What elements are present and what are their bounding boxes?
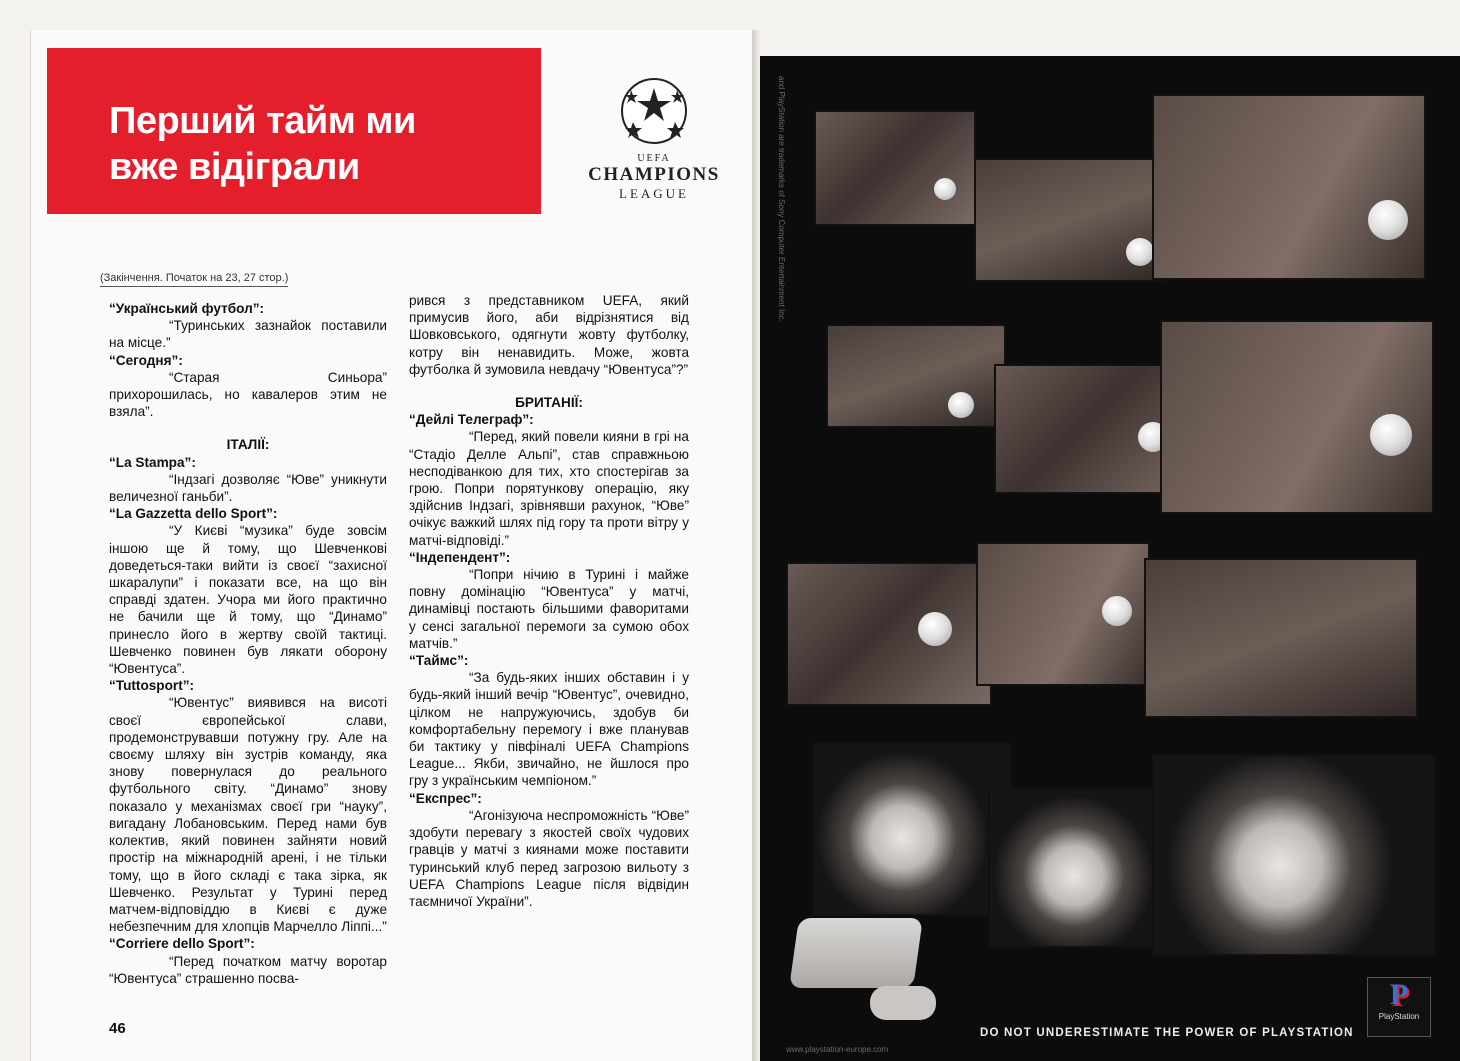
ad-photo-shot-2	[978, 544, 1148, 684]
article-column-1	[109, 300, 387, 987]
title-line-2: вже відіграли	[109, 146, 360, 188]
country-heading: ІТАЛІЇ:	[226, 437, 270, 453]
football-icon	[1368, 200, 1408, 240]
source-heading: “Tuttosport”:	[109, 678, 195, 694]
source-heading: “Український футбол”:	[109, 301, 265, 316]
ad-photo-dribble-1	[828, 326, 1004, 426]
football-icon	[948, 392, 974, 418]
page-gutter	[752, 30, 760, 1061]
quote-paragraph: “Ювентус” виявився на висоті своєї європейської слави, продемонструвавши потужну гру. Але на своєму шляху він зустрів команду, яка знову повернулася до реального футбольного світу. “Динамо” знову показало у механізмах своєї гри “науку”, вигадану Лобановським. Перед нами був колектив, який повинен зайняти новий простір на міжнародній арені, і не тільки тому, що в його складі є така зірка, як Шевченко. Результат у Турині перед матчем-відповіддю в Києві є дуже небезпечним для хлопців Марчелло Ліппі...”	[109, 695, 387, 935]
playstation-console-icon	[789, 918, 923, 988]
football-icon	[1370, 414, 1412, 456]
football-icon	[1126, 238, 1154, 266]
quote-paragraph: “Туринських зазнайок поставили на місце.”	[109, 318, 387, 351]
ad-photo-shot-3	[1146, 560, 1416, 716]
source-heading: “Сегодня”:	[109, 352, 183, 368]
logo-uefa-text: UEFA	[637, 153, 671, 164]
title-band	[47, 48, 541, 214]
article-title	[109, 98, 416, 190]
ps-brand-name: PlayStation	[1378, 1012, 1420, 1021]
source-heading: “Індепендент”:	[409, 549, 511, 565]
ad-photo-ball-net-2	[990, 790, 1176, 946]
ad-photo-tackle-2	[1154, 96, 1424, 278]
source-heading: “Експрес”:	[409, 790, 482, 806]
champions-league-logo	[579, 76, 729, 202]
article-column-2	[409, 292, 689, 910]
ad-photo-shot-1	[788, 564, 990, 704]
quote-paragraph: “Перед початком матчу воротар “Ювентуса” страшенно посва-	[109, 953, 387, 986]
quote-paragraph: “Попри нічию в Турині і майже повну домінацію “Ювентуса” у матчі, динамівці постають більшими фаворитами у сенсі загальної перемоги за сумою обох матчів.”	[409, 567, 689, 651]
continuation-note: (Закінчення. Початок на 23, 27 стор.)	[100, 272, 288, 287]
logo-champions-text: CHAMPIONS	[588, 164, 720, 185]
quote-paragraph: “За будь-яких інших обставин і у будь-який інший вечір “Ювентус”, очевидно, цілком не напружуючись, здобув би комфортабельну перемогу і вже планував би тактику у півфіналі UEFA Champions League... Якби, звичайно, не йшлося про гру з українським чемпіоном.”	[409, 670, 689, 789]
country-heading: БРИТАНІЇ:	[515, 395, 583, 411]
page-number: 46	[109, 1020, 126, 1037]
quote-paragraph: “Індзагі дозволяє “Юве” уникнути величезної ганьби”.	[109, 471, 387, 505]
playstation-logo	[1367, 977, 1431, 1037]
ad-photo-tackle-1	[976, 160, 1164, 280]
ad-photo-ball-net-1	[814, 744, 1010, 914]
ad-photo-kick-1	[816, 112, 974, 224]
controller-icon	[870, 986, 936, 1020]
quote-paragraph: “У Києві “музика” буде зовсім іншою ще й тому, що Шевченкові доведеться-таки вийти із своєї “захисної шкаралупи” і показати все, на що він справді здатен. Учора ми його практично не бачили ще й тому, що “Динамо” принесло його в жертву своїй тактиці. Шевченко повинен був лякати оборону “Ювентуса”.	[109, 523, 387, 677]
quote-paragraph: “Агонізуюча неспроможність “Юве” здобути перевагу з якостей своїх чудових гравців у матчі з киянами може поставити туринський клуб перед загрозою вильоту з UEFA Champions League після відвідин таємничої України”.	[409, 807, 689, 909]
continued-paragraph: рився з представником UEFA, який примусив його, аби відрізнятися від Шовковського, одягнути жовту футболку, котру він ненавидить. Може, жовта футболка й зумовила невдачу “Ювентуса”?”	[409, 293, 689, 377]
starball-icon	[619, 76, 689, 146]
football-icon	[934, 178, 956, 200]
title-line-1: Перший тайм ми	[109, 100, 416, 142]
ad-url: www.playstation-europe.com	[786, 1045, 889, 1054]
logo-league-text: LEAGUE	[619, 186, 689, 201]
source-heading: “Дейлі Телеграф”:	[409, 412, 534, 428]
source-heading: “La Stampa”:	[109, 454, 196, 470]
quote-paragraph: “Перед, який повели кияни в грі на “Стадіо Делле Альпі”, став справжньою несподіванкою для тих, хто спостерігав за грою. Попри порятункову операцію, яку здійснив Індзагі, зрівнявши рахунок, “Юве” очікує важкий шлях під гору та проти вітру у матчі-відповіді.”	[409, 429, 689, 548]
playstation-ad-page	[760, 56, 1460, 1061]
football-icon	[918, 612, 952, 646]
source-heading: “Corriere dello Sport”:	[109, 936, 255, 952]
legal-trademark-text: and PlayStation are trademarks of Sony Computer Entertainment Inc.	[777, 76, 786, 322]
ps-symbol-icon: P	[1389, 978, 1409, 1011]
quote-paragraph: “Старая Синьора” прихорошилась, но кавалеров этим не взяла”.	[109, 369, 387, 420]
source-heading: “La Gazzetta dello Sport”:	[109, 506, 278, 522]
ad-photo-ball-net-3	[1154, 756, 1434, 954]
left-page	[30, 30, 753, 1061]
ad-tagline: DO NOT UNDERESTIMATE THE POWER OF PLAYSTATION	[980, 1027, 1354, 1039]
ad-photo-dribble-3	[1162, 322, 1432, 512]
football-icon	[1102, 596, 1132, 626]
source-heading: “Таймс”:	[409, 653, 469, 669]
